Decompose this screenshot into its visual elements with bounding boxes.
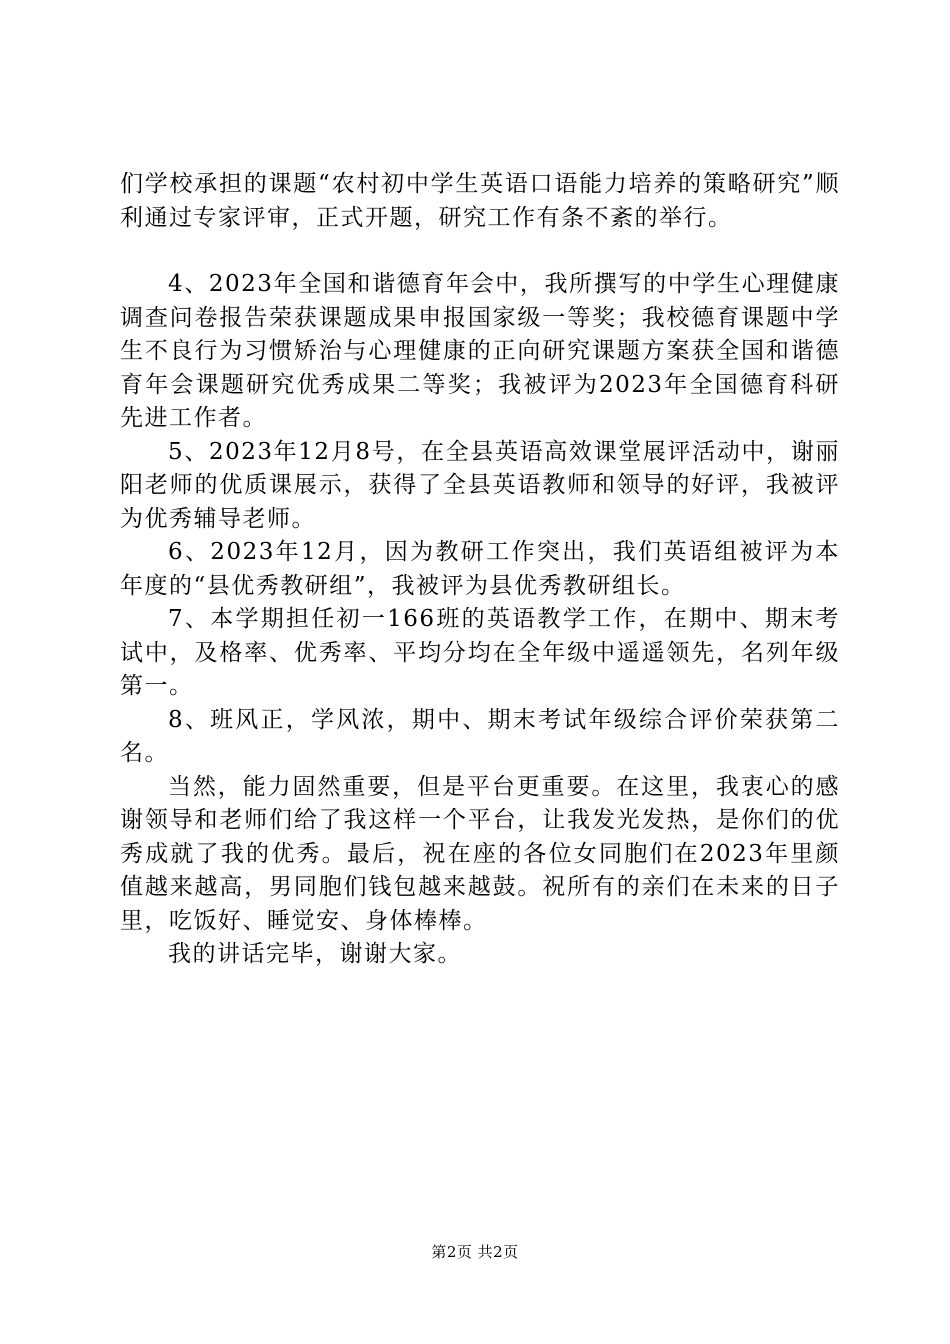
page-footer: 第2页 共2页 bbox=[431, 1243, 519, 1261]
paragraph-closing: 当然，能力固然重要，但是平台更重要。在这里，我衷心的感谢领导和老师们给了我这样一个平台，让我发光发热，是你们的优秀成就了我的优秀。最后，祝在座的各位女同胞们在2023年里颜值越来越高，男同胞们钱包越来越鼓。祝所有的亲们在未来的日子里，吃饭好、睡觉安、身体棒棒。 bbox=[120, 773, 840, 934]
document-body bbox=[120, 168, 840, 972]
paragraph-farewell: 我的讲话完毕，谢谢大家。 bbox=[168, 941, 462, 967]
paragraph-item-8: 8、班风正，学风浓，期中、期末考试年级综合评价荣获第二名。 bbox=[120, 706, 840, 766]
paragraph-item-7: 7、本学期担任初一166班的英语教学工作，在期中、期末考试中，及格率、优秀率、平均分均在全年级中遥遥领先，名列年级第一。 bbox=[120, 606, 840, 699]
paragraph-item-5: 5、2023年12月8号，在全县英语高效课堂展评活动中，谢丽阳老师的优质课展示，获得了全县英语教师和领导的好评，我被评为优秀辅导老师。 bbox=[120, 438, 840, 532]
paragraph-item-4: 4、2023年全国和谐德育年会中，我所撰写的中学生心理健康调查问卷报告荣获课题成果申报国家级一等奖；我校德育课题中学生不良行为习惯矫治与心理健康的正向研究课题方案获全国和谐德育年会课题研究优秀成果二等奖；我被评为2023年全国德育科研先进工作者。 bbox=[120, 271, 840, 431]
paragraph-continuation: 们学校承担的课题“农村初中学生英语口语能力培养的策略研究”顺利通过专家评审，正式开题，研究工作有条不紊的举行。 bbox=[120, 171, 840, 231]
paragraph-item-6: 6、2023年12月，因为教研工作突出，我们英语组被评为本年度的“县优秀教研组”，我被评为县优秀教研组长。 bbox=[120, 539, 840, 599]
